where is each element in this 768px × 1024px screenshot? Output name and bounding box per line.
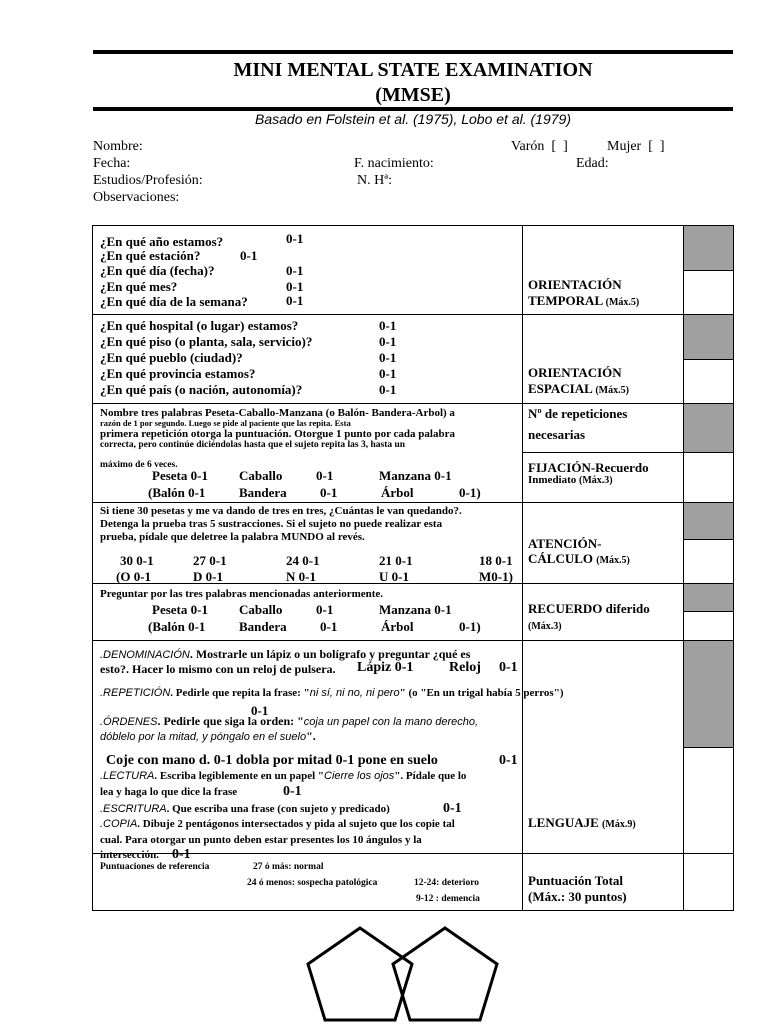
word-score[interactable]: Peseta 0-1 <box>152 468 208 483</box>
word: Caballo <box>239 602 283 617</box>
lectura-line: lea y haga lo que dice la frase <box>100 786 238 798</box>
subtraction-score[interactable]: 24 0-1 <box>286 553 320 568</box>
subtraction-score[interactable]: 21 0-1 <box>379 553 413 568</box>
observaciones-label: Observaciones: <box>93 190 180 205</box>
top-rule <box>93 50 733 54</box>
reference-cell <box>93 854 523 911</box>
total-label: Puntuación Total <box>528 873 624 888</box>
section-label-cell <box>523 404 684 503</box>
section-orientacion-temporal <box>93 226 734 315</box>
total-max: (Máx.: 30 puntos) <box>528 889 627 904</box>
score[interactable]: 0-1 <box>379 382 397 397</box>
score-box-shade <box>684 584 733 612</box>
section-recuerdo <box>93 584 734 641</box>
word-score[interactable]: 0-1 <box>316 602 334 617</box>
score[interactable]: 0-1 <box>286 293 304 308</box>
word: Bandera <box>239 619 287 634</box>
score-box-shade <box>684 226 733 271</box>
escritura-score[interactable]: 0-1 <box>443 801 462 816</box>
section-orientacion-espacial <box>93 315 734 404</box>
intersecting-pentagons-figure <box>300 924 540 1024</box>
question: ¿En qué provincia estamos? <box>100 366 256 381</box>
cell-divider <box>523 452 683 453</box>
score[interactable]: 0-1 <box>379 318 397 333</box>
score-box-shade <box>684 315 733 360</box>
total-score-box[interactable] <box>684 854 734 911</box>
repeticion-line: .REPETICIÓN. Pedirle que repita la frase: "ni sí, ni no, ni pero" (o "En un trigal había 5 perros") <box>100 687 564 699</box>
varon-checkbox[interactable]: Varón [ ] <box>511 139 568 154</box>
questions-cell <box>93 404 523 503</box>
subtraction-score[interactable]: 18 0-1 <box>479 553 513 568</box>
instruction: correcta, pero continúe diciéndolas hasta que el sujeto repita las 3, hasta un <box>100 440 406 450</box>
total-label-cell <box>523 854 684 911</box>
repetitions-label: Nº de repeticiones <box>528 406 628 421</box>
section-label: ORIENTACIÓN <box>528 277 622 292</box>
ordenes-line: .ÓRDENES. Pedirle que siga la orden: "coja un papel con la mano derecho, <box>100 714 479 728</box>
lapiz-score[interactable]: Lápiz 0-1 <box>357 660 414 675</box>
word-score[interactable]: Peseta 0-1 <box>152 602 208 617</box>
section-label: RECUERDO diferido <box>528 601 650 616</box>
estudios-label: Estudios/Profesión: <box>93 173 203 188</box>
ordenes-score[interactable]: 0-1 <box>499 753 518 768</box>
section-label-cell <box>523 641 684 854</box>
question: ¿En qué día de la semana? <box>100 294 248 309</box>
reference-sospecha: 24 ó menos: sospecha patológica <box>247 878 378 888</box>
word-score[interactable]: (Balón 0-1 <box>148 485 206 500</box>
question: ¿En qué hospital (o lugar) estamos? <box>100 318 299 333</box>
score[interactable]: 0-1 <box>240 248 258 263</box>
questions-cell <box>93 226 523 315</box>
page-title-abbrev: (MMSE) <box>375 84 451 106</box>
question: ¿En qué país (o nación, autonomía)? <box>100 382 303 397</box>
questions-cell <box>93 503 523 584</box>
instruction: Detenga la prueba tras 5 sustracciones. Si el sujeto no puede realizar esta <box>100 518 443 530</box>
subtitle: Basado en Folstein et al. (1975), Lobo et al. (1979) <box>255 111 571 127</box>
lectura-score[interactable]: 0-1 <box>283 784 302 799</box>
instruction: Preguntar por las tres palabras mencionadas anteriormente. <box>100 588 384 600</box>
section-label-cell <box>523 315 684 404</box>
reloj-label: Reloj <box>449 660 481 675</box>
question: ¿En qué estación? <box>100 248 201 263</box>
denominacion-line: esto?. Hacer lo mismo con un reloj de pulsera. <box>100 662 336 676</box>
section-atencion-calculo <box>93 503 734 584</box>
instruction: razón de 1 por segundo. Luego se pide al paciente que las repita. Esta <box>100 418 351 428</box>
lectura-line: .LECTURA. Escriba legiblemente en un papel "Cierre los ojos". Pídale que lo <box>100 770 467 782</box>
nombre-label: Nombre: <box>93 139 143 154</box>
section-label: ORIENTACIÓN <box>528 365 622 380</box>
mmse-table <box>92 225 734 911</box>
score-box[interactable] <box>684 226 734 315</box>
score[interactable]: 0-1 <box>286 231 304 246</box>
word-score[interactable]: 0-1) <box>459 619 481 634</box>
instruction: máximo de 6 veces. <box>100 460 178 470</box>
subtraction-score[interactable]: 30 0-1 <box>120 553 154 568</box>
section-fijacion <box>93 404 734 503</box>
questions-cell <box>93 315 523 404</box>
reference-deterioro: 12-24: deterioro <box>414 878 479 888</box>
score-box[interactable] <box>684 315 734 404</box>
instruction: prueba, pídale que deletree la palabra MUNDO al revés. <box>100 531 365 543</box>
section-label: Inmediato (Máx.3) <box>528 474 613 486</box>
section-label-cell <box>523 584 684 641</box>
section-label: ESPACIAL (Máx.5) <box>528 381 629 396</box>
copia-line: intersección. <box>100 849 159 861</box>
section-label: LENGUAJE (Máx.9) <box>528 815 636 830</box>
word-score[interactable]: 0-1 <box>320 619 338 634</box>
score-box[interactable] <box>684 404 734 503</box>
reloj-score[interactable]: 0-1 <box>499 660 518 675</box>
ordenes-line: dóblelo por la mitad, y póngalo en el suelo". <box>100 729 316 743</box>
reference-label: Puntuaciones de referencia <box>100 862 210 872</box>
questions-cell <box>93 584 523 641</box>
score[interactable]: 0-1 <box>286 279 304 294</box>
word-score[interactable]: Manzana 0-1 <box>379 602 452 617</box>
question: ¿En qué año estamos? <box>100 234 224 249</box>
copia-line: cual. Para otorgar un punto deben estar presentes los 10 ángulos y la <box>100 834 422 846</box>
score[interactable]: 0-1 <box>379 334 397 349</box>
spelling-score[interactable]: (O 0-1 <box>116 569 152 584</box>
score-box-shade <box>684 641 733 748</box>
score-box[interactable] <box>684 584 734 641</box>
reference-normal: 27 ó más: normal <box>253 862 324 872</box>
instruction: Si tiene 30 pesetas y me va dando de tres en tres, ¿Cuántas le van quedando?. <box>100 505 462 517</box>
denominacion-line: .DENOMINACIÓN. Mostrarle un lápiz o un bolígrafo y preguntar ¿qué es <box>100 647 471 661</box>
score[interactable]: 0-1 <box>286 263 304 278</box>
copia-score[interactable]: 0-1 <box>172 847 191 862</box>
section-max: (Máx.3) <box>528 621 562 632</box>
word-score[interactable]: 0-1) <box>459 485 481 500</box>
word: Árbol <box>381 485 414 500</box>
score-box-shade <box>684 503 733 540</box>
escritura-line: .ESCRITURA. Que escriba una frase (con sujeto y predicado) <box>100 803 390 815</box>
word-score[interactable]: Manzana 0-1 <box>379 468 452 483</box>
repeticion-score[interactable]: 0-1 <box>251 703 269 718</box>
fecha-label: Fecha: <box>93 156 131 171</box>
score-box[interactable] <box>684 503 734 584</box>
section-label: FIJACIÓN-Recuerdo <box>528 460 649 475</box>
word: Árbol <box>381 619 414 634</box>
question: ¿En qué mes? <box>100 279 178 294</box>
page-title: MINI MENTAL STATE EXAMINATION <box>233 59 593 81</box>
questions-cell <box>93 641 564 862</box>
subtraction-score[interactable]: 27 0-1 <box>193 553 227 568</box>
spelling-score[interactable]: N 0-1 <box>286 569 316 584</box>
spelling-score[interactable]: U 0-1 <box>379 569 409 584</box>
section-total <box>93 854 734 911</box>
spelling-score[interactable]: M0-1) <box>479 569 513 584</box>
copia-line: .COPIA. Dibuje 2 pentágonos intersectados y pida al sujeto que los copie tal <box>100 818 455 830</box>
word-score[interactable]: 0-1 <box>320 485 338 500</box>
fnacimiento-label: F. nacimiento: <box>354 156 434 171</box>
word: Caballo <box>239 468 283 483</box>
word-score[interactable]: 0-1 <box>316 468 334 483</box>
question: ¿En qué día (fecha)? <box>100 263 215 278</box>
word: Bandera <box>239 485 287 500</box>
question: ¿En qué piso (o planta, sala, servicio)? <box>100 334 313 349</box>
score[interactable]: 0-1 <box>379 350 397 365</box>
question: ¿En qué pueblo (ciudad)? <box>100 350 243 365</box>
reference-demencia: 9-12 : demencia <box>416 894 480 904</box>
edad-label: Edad: <box>576 156 609 171</box>
instruction: Nombre tres palabras Peseta-Caballo-Manzana (o Balón- Bandera-Arbol) a <box>100 407 455 419</box>
section-label-cell <box>523 226 684 315</box>
score[interactable]: 0-1 <box>379 366 397 381</box>
section-label: ATENCIÓN- <box>528 536 602 551</box>
spelling-score[interactable]: D 0-1 <box>193 569 223 584</box>
ordenes-scores[interactable]: Coje con mano d. 0-1 dobla por mitad 0-1 pone en suelo <box>106 753 438 768</box>
instruction: primera repetición otorga la puntuación. Otorgue 1 punto por cada palabra <box>100 428 455 440</box>
repetitions-box[interactable] <box>684 404 733 453</box>
score-box[interactable] <box>684 641 734 854</box>
mujer-checkbox[interactable]: Mujer [ ] <box>607 139 665 154</box>
section-label-cell <box>523 503 684 584</box>
section-label: TEMPORAL (Máx.5) <box>528 293 640 308</box>
section-label: CÁLCULO (Máx.5) <box>528 551 630 566</box>
nha-label: N. Hª: <box>357 173 392 188</box>
section-lenguaje <box>93 641 734 854</box>
word-score[interactable]: (Balón 0-1 <box>148 619 206 634</box>
repetitions-label: necesarias <box>528 427 586 442</box>
